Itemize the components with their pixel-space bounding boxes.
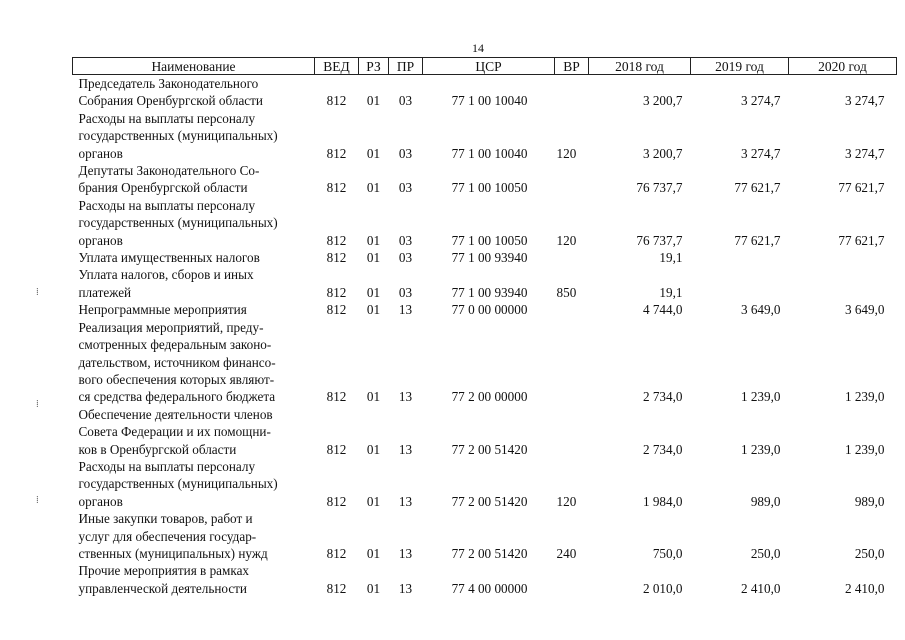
row-pr: 13 xyxy=(398,441,413,457)
row-2018: 750,0 xyxy=(652,545,683,561)
row-name: Иные закупки товаров, работ и услуг для обеспечения государ- ственных (муниципальных) нужд xyxy=(78,511,268,561)
row-2018: 4 744,0 xyxy=(642,302,683,318)
row-2020: 1 239,0 xyxy=(844,389,885,405)
row-ved: 812 xyxy=(326,284,347,300)
row-rz: 01 xyxy=(366,389,381,405)
row-2019: 2 410,0 xyxy=(740,580,781,596)
row-2020: 77 621,7 xyxy=(838,180,885,196)
row-2019: 989,0 xyxy=(750,493,781,509)
row-vr: 120 xyxy=(556,145,577,161)
table-row xyxy=(73,458,897,510)
row-csr: 77 2 00 51420 xyxy=(451,493,528,509)
row-csr: 77 1 00 93940 xyxy=(451,250,528,266)
header-2020: 2020 год xyxy=(789,58,897,75)
margin-mark: ⁞ xyxy=(36,287,39,298)
row-ved: 812 xyxy=(326,493,347,509)
row-csr: 77 1 00 10040 xyxy=(451,145,528,161)
table-row xyxy=(73,197,897,249)
row-rz: 01 xyxy=(366,180,381,196)
row-vr xyxy=(555,301,589,318)
header-2018: 2018 год xyxy=(589,58,691,75)
header-ved: ВЕД xyxy=(315,58,359,75)
row-rz: 01 xyxy=(366,284,381,300)
row-rz: 01 xyxy=(366,232,381,248)
table-row xyxy=(73,249,897,266)
row-ved: 812 xyxy=(326,545,347,561)
table-row xyxy=(73,110,897,162)
row-rz: 01 xyxy=(366,302,381,318)
row-vr xyxy=(555,562,589,597)
row-2018: 2 734,0 xyxy=(642,441,683,457)
row-pr: 13 xyxy=(398,580,413,596)
row-csr: 77 1 00 10040 xyxy=(451,93,528,109)
row-pr: 03 xyxy=(398,250,413,266)
row-vr xyxy=(555,249,589,266)
row-ved: 812 xyxy=(326,232,347,248)
header-2019: 2019 год xyxy=(691,58,789,75)
table-body xyxy=(73,75,897,598)
row-2020: 77 621,7 xyxy=(838,232,885,248)
row-ved: 812 xyxy=(326,389,347,405)
row-2018: 1 984,0 xyxy=(642,493,683,509)
row-vr: 850 xyxy=(556,284,577,300)
row-2019: 3 649,0 xyxy=(740,302,781,318)
row-2019 xyxy=(691,249,789,266)
row-csr: 77 1 00 10050 xyxy=(451,180,528,196)
row-ved: 812 xyxy=(326,441,347,457)
table-row xyxy=(73,266,897,301)
row-2019: 3 274,7 xyxy=(740,93,781,109)
row-name: Депутаты Законодательного Со- брания Оренбургской области xyxy=(78,163,260,196)
row-2019: 77 621,7 xyxy=(734,232,781,248)
row-2019: 3 274,7 xyxy=(740,145,781,161)
row-2020: 3 274,7 xyxy=(844,145,885,161)
row-2019: 77 621,7 xyxy=(734,180,781,196)
header-csr: ЦСР xyxy=(423,58,555,75)
row-name: Расходы на выплаты персоналу государственных (муниципальных) органов xyxy=(78,110,278,161)
row-pr: 03 xyxy=(398,180,413,196)
row-ved: 812 xyxy=(326,302,347,318)
row-pr: 13 xyxy=(398,493,413,509)
row-csr: 77 4 00 00000 xyxy=(451,580,528,596)
row-pr: 13 xyxy=(398,389,413,405)
row-vr xyxy=(555,319,589,406)
row-2018: 2 010,0 xyxy=(642,580,683,596)
row-2018: 3 200,7 xyxy=(642,145,683,161)
row-vr xyxy=(555,162,589,197)
row-csr: 77 0 00 00000 xyxy=(451,302,528,318)
row-vr: 120 xyxy=(556,493,577,509)
table-row xyxy=(73,162,897,197)
row-2019: 250,0 xyxy=(750,545,781,561)
row-vr xyxy=(555,75,589,110)
row-pr: 03 xyxy=(398,284,413,300)
header-pr: ПР xyxy=(389,58,423,75)
row-2018: 2 734,0 xyxy=(642,389,683,405)
header-vr: ВР xyxy=(555,58,589,75)
row-csr: 77 2 00 51420 xyxy=(451,545,528,561)
row-csr: 77 1 00 93940 xyxy=(451,284,528,300)
row-ved: 812 xyxy=(326,580,347,596)
row-2020: 3 649,0 xyxy=(844,302,885,318)
row-name: Прочие мероприятия в рамках управленческой деятельности xyxy=(78,563,250,596)
row-ved: 812 xyxy=(326,250,347,266)
row-ved: 812 xyxy=(326,93,347,109)
row-pr: 13 xyxy=(398,302,413,318)
row-csr: 77 2 00 00000 xyxy=(451,389,528,405)
table-row xyxy=(73,562,897,597)
row-2018: 19,1 xyxy=(659,250,683,266)
row-ved: 812 xyxy=(326,180,347,196)
row-2020 xyxy=(789,249,897,266)
header-rz: РЗ xyxy=(359,58,389,75)
row-rz: 01 xyxy=(366,441,381,457)
row-vr: 240 xyxy=(556,545,577,561)
table-header xyxy=(73,58,897,75)
table-row xyxy=(73,319,897,406)
row-name: Председатель Законодательного Собрания Оренбургской области xyxy=(78,76,263,109)
row-2020: 1 239,0 xyxy=(844,441,885,457)
row-ved: 812 xyxy=(326,145,347,161)
row-pr: 13 xyxy=(398,545,413,561)
row-rz: 01 xyxy=(366,493,381,509)
row-2018: 3 200,7 xyxy=(642,93,683,109)
row-csr: 77 2 00 51420 xyxy=(451,441,528,457)
row-2020: 989,0 xyxy=(854,493,885,509)
row-2018: 76 737,7 xyxy=(636,232,683,248)
row-name: Обеспечение деятельности членов Совета Федерации и их помощни- ков в Оренбургской области xyxy=(78,406,273,457)
page-number: 14 xyxy=(472,41,484,55)
row-rz: 01 xyxy=(366,145,381,161)
row-2020 xyxy=(789,266,897,301)
row-rz: 01 xyxy=(366,93,381,109)
row-rz: 01 xyxy=(366,250,381,266)
row-2018: 76 737,7 xyxy=(636,180,683,196)
row-rz: 01 xyxy=(366,580,381,596)
row-2018: 19,1 xyxy=(659,284,683,300)
row-vr xyxy=(555,406,589,458)
margin-mark: ⁞ xyxy=(36,399,39,410)
row-2019: 1 239,0 xyxy=(740,441,781,457)
row-pr: 03 xyxy=(398,145,413,161)
row-name: Реализация мероприятий, преду- смотренных федеральным законо- дательством, источником финансо- вого обеспечения которых являют- ся средства федерального бюджета xyxy=(78,319,276,405)
table-row xyxy=(73,75,897,110)
row-2020: 250,0 xyxy=(854,545,885,561)
row-name: Уплата налогов, сборов и иных платежей xyxy=(78,267,254,300)
table-row xyxy=(73,406,897,458)
margin-mark: ⁞ xyxy=(36,495,39,506)
row-vr: 120 xyxy=(556,232,577,248)
row-2020: 2 410,0 xyxy=(844,580,885,596)
budget-table xyxy=(72,57,897,597)
row-2020: 3 274,7 xyxy=(844,93,885,109)
table-row xyxy=(73,510,897,562)
table-row xyxy=(73,301,897,318)
row-pr: 03 xyxy=(398,93,413,109)
row-name: Непрограммные мероприятия xyxy=(78,302,247,318)
header-name: Наименование xyxy=(73,58,315,75)
row-2019: 1 239,0 xyxy=(740,389,781,405)
row-name: Расходы на выплаты персоналу государственных (муниципальных) органов xyxy=(78,458,278,509)
row-csr: 77 1 00 10050 xyxy=(451,232,528,248)
row-2019 xyxy=(691,266,789,301)
row-rz: 01 xyxy=(366,545,381,561)
row-name: Уплата имущественных налогов xyxy=(78,250,260,266)
row-pr: 03 xyxy=(398,232,413,248)
row-name: Расходы на выплаты персоналу государственных (муниципальных) органов xyxy=(78,197,278,248)
